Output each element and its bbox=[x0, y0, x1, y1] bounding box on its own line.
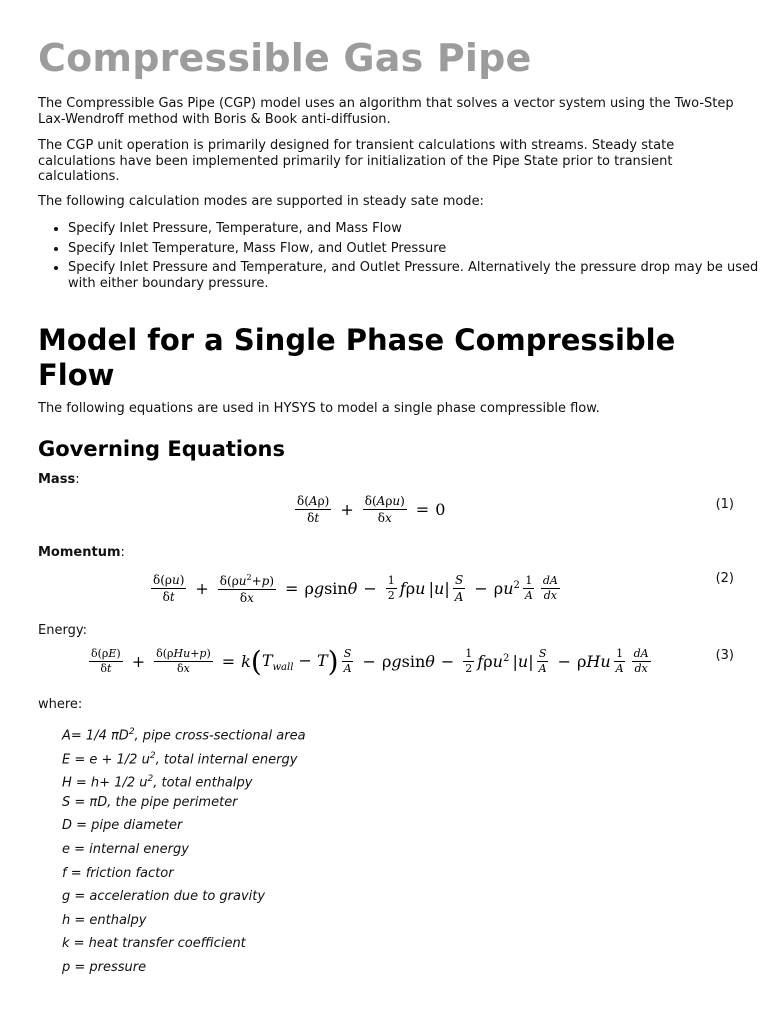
intro-paragraph-2: The CGP unit operation is primarily designed for transient calculations with streams. Steady state calculations have been implemented primarily for initialization of the Pipe State prior to transient calculations. bbox=[38, 138, 675, 184]
section-intro: The following equations are used in HYSYS to model a single phase compressible flow. bbox=[38, 401, 600, 416]
definition-item: E = e + 1/2 $u^2$, total internal energy bbox=[62, 750, 298, 767]
list-item: • Specify Inlet Pressure and Temperature, and Outlet Pressure. Alternatively the pressure drop may be used with either boundary pressure. bbox=[68, 260, 768, 291]
intro-paragraph-1: The Compressible Gas Pipe (CGP) model uses an algorithm that solves a vector system using the Two-Step Lax-Wendroff method with Boris & Book anti-diffusion. bbox=[38, 96, 734, 127]
variable-definitions bbox=[62, 722, 306, 982]
definition-item: k = heat transfer coefficient bbox=[62, 936, 246, 952]
energy-equation: $\frac{\delta(\rho E)}{\delta t}$ + $\frac{\text{δ(ρHu+p)}}{\delta x}$ = k ( $T_{wall} - T$ ) $\frac{S}{A}$ − ρgsinθ − $\frac{1}{2}$ fρu$^2$ |u| $\frac{S}{A}$ − ρHu $\frac{1}{A}$ $\frac{dA}{dx}$ bbox=[91, 644, 649, 678]
section-title: Model for a Single Phase Compressible Flow bbox=[38, 323, 676, 392]
momentum-label: Momentum: bbox=[38, 545, 125, 560]
definition-item: h = enthalpy bbox=[62, 912, 147, 928]
momentum-equation: $\frac{\delta(\rho u)}{\delta t}$ + $\frac{\delta(\rho u^2+p)}{\delta x}$ = ρgsinθ − $\frac{1}{2}$ fρu |u| $\frac{S}{A}$ − $\rho u^2$ $\frac{1}{A}$ $\frac{dA}{dx}$ bbox=[153, 572, 558, 605]
calculation-modes-list bbox=[38, 221, 768, 295]
mass-label: Mass: bbox=[38, 472, 80, 487]
definition-item: p = pressure bbox=[62, 959, 147, 975]
definition-item: e = internal energy bbox=[62, 841, 189, 857]
definition-item: f = friction factor bbox=[62, 865, 174, 881]
subsection-title: Governing Equations bbox=[38, 437, 286, 461]
equation-number-3: (3) bbox=[715, 648, 734, 663]
definition-item: A= 1/4 $\pi D^2$, pipe cross-sectional area bbox=[62, 727, 306, 744]
page-title: Compressible Gas Pipe bbox=[38, 36, 532, 80]
list-item: • Specify Inlet Pressure, Temperature, and Mass Flow bbox=[68, 221, 768, 237]
energy-label: Energy: bbox=[38, 623, 87, 638]
mass-equation: $\frac{\delta(A\rho)}{\delta t}$ + $\frac{\text{δ(Aρu)}}{\delta x}$ = 0 bbox=[297, 494, 446, 525]
equation-number-1: (1) bbox=[715, 497, 734, 512]
list-item: • Specify Inlet Temperature, Mass Flow, and Outlet Pressure bbox=[68, 241, 768, 257]
where-label: where: bbox=[38, 697, 83, 712]
definition-item: D = pipe diameter bbox=[62, 818, 183, 834]
equation-number-2: (2) bbox=[715, 571, 734, 586]
intro-paragraph-3: The following calculation modes are supported in steady sate mode: bbox=[38, 194, 484, 209]
definition-item: S = πD, the pipe perimeter bbox=[62, 794, 238, 810]
definition-item: g = acceleration due to gravity bbox=[62, 889, 266, 905]
definition-item: H = h+ 1/2 $u^2$, total enthalpy bbox=[62, 774, 253, 791]
